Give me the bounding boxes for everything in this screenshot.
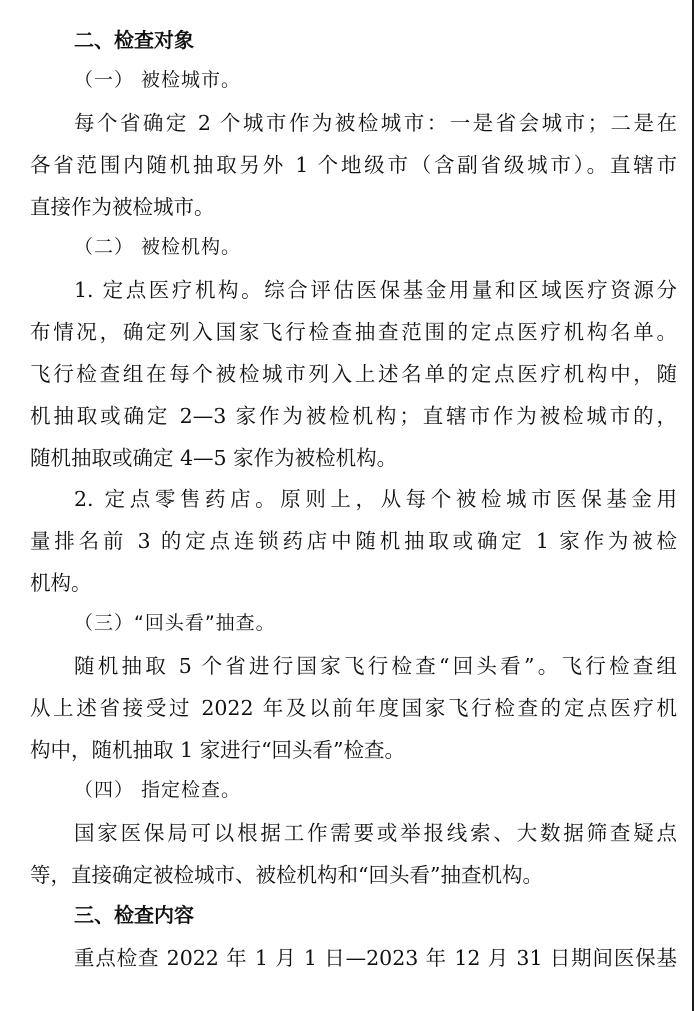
section-heading-inspection-content: 三、检查内容 [74,903,194,927]
paragraph-line: 2. 定点零售药店。原则上，从每个被检城市医保基金用 [74,487,677,511]
paragraph-line: 直接作为被检城市。 [30,195,215,219]
paragraph-line: 构中，随机抽取 1 家进行“回头看”检查。 [30,738,406,762]
paragraph-line: 机构。 [30,571,92,595]
paragraph-line: 从上述省接受过 2022 年及以前年度国家飞行检查的定点医疗机 [30,696,677,720]
subheading-designated-check: （四） 指定检查。 [74,779,242,801]
paragraph-line: 布情况，确定列入国家飞行检查抽查范围的定点医疗机构名单。 [30,320,677,344]
paragraph-line: 飞行检查组在每个被检城市列入上述名单的定点医疗机构中，随 [30,362,677,386]
subheading-inspected-institutions: （二） 被检机构。 [74,236,242,258]
paragraph-line: 机抽取或确定 2—3 家作为被检机构；直辖市作为被检城市的， [30,404,677,428]
paragraph-line: 等，直接确定被检城市、被检机构和“回头看”抽查机构。 [30,863,543,887]
subheading-inspected-cities: （一） 被检城市。 [74,69,242,91]
paragraph-line: 随机抽取或确定 4—5 家作为被检机构。 [30,446,398,470]
paragraph-line: 每个省确定 2 个城市作为被检城市：一是省会城市；二是在 [74,111,677,135]
subheading-lookback-check: （三）“回头看”抽查。 [74,612,276,634]
paragraph-line: 国家医保局可以根据工作需要或举报线索、大数据筛查疑点 [74,821,677,845]
paragraph-line: 各省范围内随机抽取另外 1 个地级市（含副省级城市）。直辖市 [30,153,677,177]
paragraph-line: 重点检查 2022 年 1 月 1 日—2023 年 12 月 31 日期间医保基 [74,946,677,970]
paragraph-line: 量排名前 3 的定点连锁药店中随机抽取或确定 1 家作为被检 [30,529,677,553]
paragraph-line: 随机抽取 5 个省进行国家飞行检查“回头看”。飞行检查组 [74,654,677,678]
section-heading-inspection-targets: 二、检查对象 [74,28,194,52]
paragraph-line: 1. 定点医疗机构。综合评估医保基金用量和区域医疗资源分 [74,278,677,302]
